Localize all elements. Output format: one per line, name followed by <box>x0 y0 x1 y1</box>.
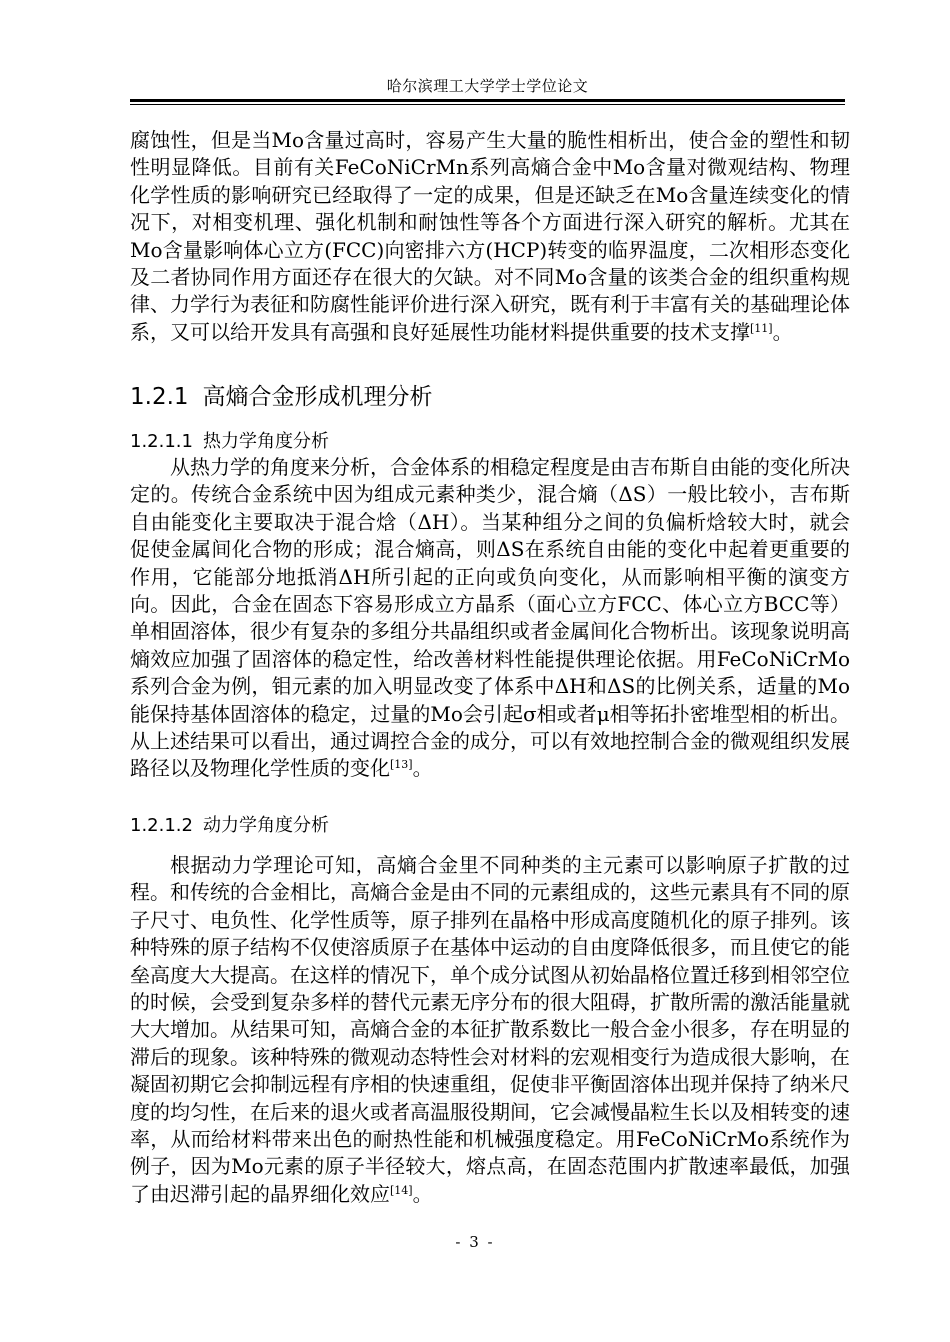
intro-end: 。 <box>772 319 793 344</box>
subsection-title: 动力学角度分析 <box>202 815 329 836</box>
running-header: 哈尔滨理工大学学士学位论文 <box>386 77 589 95</box>
kinetics-paragraph <box>130 852 850 1208</box>
header-rule-thick <box>130 99 845 102</box>
section-heading-1-2-1 <box>130 381 433 413</box>
citation-14: [14] <box>390 1183 413 1197</box>
subsection-title: 热力学角度分析 <box>202 431 329 452</box>
thermodynamics-end: 。 <box>412 756 433 781</box>
citation-13: [13] <box>390 758 413 772</box>
subsection-heading-1-2-1-1 <box>130 430 329 454</box>
section-title: 高熵合金形成机理分析 <box>202 384 433 410</box>
subsection-heading-1-2-1-2 <box>130 814 329 838</box>
section-number: 1.2.1 <box>130 384 189 410</box>
page-number: - 3 - <box>455 1233 495 1251</box>
thermodynamics-paragraph <box>130 454 850 783</box>
intro-text: 腐蚀性，但是当Mo含量过高时，容易产生大量的脆性相析出，使合金的塑性和韧性明显降低。目前有关FeCoNiCrMn系列高熵合金中Mo含量对微观结构、物理化学性质的影响研究已经取得了一定的成果，但是还缺乏在Mo含量连续变化的情况下，对相变机理、强化机制和耐蚀性等各个方面进行深入研究的解析。尤其在Mo含量影响体心立方(FCC)向密排六方(HCP)转变的临界温度，二次相形态变化及二者协同作用方面还存在很大的欠缺。对不同Mo含量的该类合金的组织重构规律、力学行为表征和防腐性能评价进行深入研究，既有利于丰富有关的基础理论体系，又可以给开发具有高强和良好延展性功能材料提供重要的技术支撑 <box>130 128 850 344</box>
subsection-number: 1.2.1.1 <box>130 431 193 452</box>
kinetics-text: 根据动力学理论可知，高熵合金里不同种类的主元素可以影响原子扩散的过程。和传统的合金相比，高熵合金是由不同的元素组成的，这些元素具有不同的原子尺寸、电负性、化学性质等，原子排列在晶格中形成高度随机化的原子排列。该种特殊的原子结构不仅使溶质原子在基体中运动的自由度降低很多，而且使它的能垒高度大大提高。在这样的情况下，单个成分试图从初始晶格位置迁移到相邻空位的时候，会受到复杂多样的替代元素无序分布的很大阻碍，扩散所需的激活能量就大大增加。从结果可知，高熵合金的本征扩散系数比一般合金小很多，存在明显的滞后的现象。该种特殊的微观动态特性会对材料的宏观相变行为造成很大影响，在凝固初期它会抑制远程有序相的快速重组，促使非平衡固溶体出现并保持了纳米尺度的均匀性，在后来的退火或者高温服役期间，它会减慢晶粒生长以及相转变的速率，从而给材料带来出色的耐热性能和机械强度稳定。用FeCoNiCrMo系统作为例子，因为Mo元素的原子半径较大，熔点高，在固态范围内扩散速率最低，加强了由迟滞引起的晶界细化效应 <box>130 853 850 1206</box>
header-rule-thin <box>130 104 845 105</box>
thermodynamics-text: 从热力学的角度来分析，合金体系的相稳定程度是由吉布斯自由能的变化所决定的。传统合金系统中因为组成元素种类少，混合熵（ΔS）一般比较小，吉布斯自由能变化主要取决于混合焓（ΔH）。当某种组分之间的负偏析焓较大时，就会促使金属间化合物的形成；混合熵高，则ΔS在系统自由能的变化中起着更重要的作用，它能部分地抵消ΔH所引起的正向或负向变化，从而影响相平衡的演变方向。因此，合金在固态下容易形成立方晶系（面心立方FCC、体心立方BCC等）单相固溶体，很少有复杂的多组分共晶组织或者金属间化合物析出。该现象说明高熵效应加强了固溶体的稳定性，给改善材料性能提供理论依据。用FeCoNiCrMo系列合金为例，钼元素的加入明显改变了体系中ΔH和ΔS的比例关系，适量的Mo能保持基体固溶体的稳定，过量的Mo会引起σ相或者μ相等拓扑密堆型相的析出。从上述结果可以看出，通过调控合金的成分，可以有效地控制合金的微观组织发展路径以及物理化学性质的变化 <box>130 455 850 781</box>
subsection-number: 1.2.1.2 <box>130 815 193 836</box>
citation-11: [11] <box>750 321 773 335</box>
kinetics-end: 。 <box>412 1181 433 1206</box>
intro-paragraph <box>130 127 850 346</box>
